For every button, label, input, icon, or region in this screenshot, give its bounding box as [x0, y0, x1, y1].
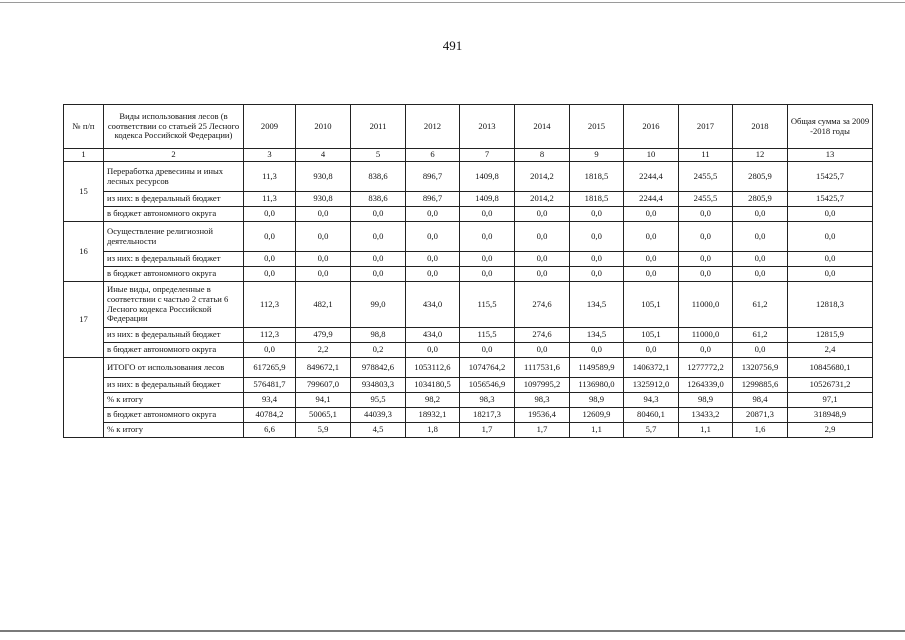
- value-cell: 2455,5: [679, 162, 733, 192]
- column-number: 10: [624, 149, 679, 162]
- column-number: 11: [679, 149, 733, 162]
- column-number: 9: [570, 149, 624, 162]
- value-cell: 0,0: [244, 267, 296, 282]
- total-cell: 0,0: [788, 222, 873, 252]
- total-cell: 97,1: [788, 393, 873, 408]
- value-cell: 61,2: [733, 328, 788, 343]
- value-cell: 6,6: [244, 423, 296, 438]
- table-row: [64, 207, 873, 222]
- value-cell: 0,0: [679, 222, 733, 252]
- header-type: Виды использования лесов (в соответствии со статьей 25 Лесного кодекса Российской Федерации): [104, 105, 244, 149]
- value-cell: 0,0: [624, 222, 679, 252]
- value-cell: 0,0: [515, 222, 570, 252]
- value-cell: 0,0: [351, 252, 406, 267]
- value-cell: 11,3: [244, 192, 296, 207]
- value-cell: 1320756,9: [733, 358, 788, 378]
- value-cell: 0,0: [515, 207, 570, 222]
- value-cell: 11,3: [244, 162, 296, 192]
- value-cell: 930,8: [296, 192, 351, 207]
- total-cell: 2,9: [788, 423, 873, 438]
- value-cell: 1277772,2: [679, 358, 733, 378]
- value-cell: 0,0: [296, 222, 351, 252]
- header-year: 2009: [244, 105, 296, 149]
- column-number: 1: [64, 149, 104, 162]
- value-cell: 2244,4: [624, 192, 679, 207]
- header-num: № п/п: [64, 105, 104, 149]
- value-cell: 930,8: [296, 162, 351, 192]
- header-year: 2014: [515, 105, 570, 149]
- value-cell: 1409,8: [460, 192, 515, 207]
- total-cell: 318948,9: [788, 408, 873, 423]
- value-cell: 0,0: [351, 207, 406, 222]
- value-cell: 98,3: [460, 393, 515, 408]
- value-cell: 617265,9: [244, 358, 296, 378]
- value-cell: 2805,9: [733, 192, 788, 207]
- value-cell: 0,0: [244, 222, 296, 252]
- value-cell: 274,6: [515, 282, 570, 328]
- table-row: [64, 252, 873, 267]
- value-cell: 0,0: [570, 252, 624, 267]
- column-number: 5: [351, 149, 406, 162]
- value-cell: 112,3: [244, 328, 296, 343]
- value-cell: 0,0: [244, 252, 296, 267]
- value-cell: 0,0: [460, 343, 515, 358]
- total-cell: 10526731,2: [788, 378, 873, 393]
- value-cell: 98,9: [570, 393, 624, 408]
- group-number: [64, 358, 104, 438]
- value-cell: 0,0: [733, 343, 788, 358]
- value-cell: 1136980,0: [570, 378, 624, 393]
- header-year: 2013: [460, 105, 515, 149]
- row-label: Иные виды, определенные в соответствии с частью 2 статьи 6 Лесного кодекса Российской Федерации: [104, 282, 244, 328]
- value-cell: 0,0: [679, 252, 733, 267]
- forest-revenue-table: [63, 104, 873, 438]
- column-number: 2: [104, 149, 244, 162]
- value-cell: 0,0: [460, 252, 515, 267]
- value-cell: 0,0: [244, 343, 296, 358]
- value-cell: 799607,0: [296, 378, 351, 393]
- value-cell: 2014,2: [515, 162, 570, 192]
- value-cell: 0,0: [733, 267, 788, 282]
- value-cell: 19536,4: [515, 408, 570, 423]
- value-cell: 1097995,2: [515, 378, 570, 393]
- value-cell: 0,0: [624, 252, 679, 267]
- column-number: 7: [460, 149, 515, 162]
- value-cell: 0,0: [570, 222, 624, 252]
- value-cell: 0,0: [679, 343, 733, 358]
- row-label: Осуществление религиозной деятельности: [104, 222, 244, 252]
- header-year: 2016: [624, 105, 679, 149]
- value-cell: 0,0: [570, 267, 624, 282]
- value-cell: 0,0: [733, 252, 788, 267]
- value-cell: 2,2: [296, 343, 351, 358]
- value-cell: 0,0: [624, 267, 679, 282]
- table-row: [64, 343, 873, 358]
- value-cell: 0,0: [733, 207, 788, 222]
- value-cell: 134,5: [570, 328, 624, 343]
- value-cell: 576481,7: [244, 378, 296, 393]
- table-row: [64, 192, 873, 207]
- value-cell: 1149589,9: [570, 358, 624, 378]
- value-cell: 0,0: [460, 267, 515, 282]
- value-cell: 2244,4: [624, 162, 679, 192]
- value-cell: 1264339,0: [679, 378, 733, 393]
- value-cell: 274,6: [515, 328, 570, 343]
- table-row: [64, 282, 873, 328]
- value-cell: 1325912,0: [624, 378, 679, 393]
- value-cell: 4,5: [351, 423, 406, 438]
- value-cell: 98,3: [515, 393, 570, 408]
- value-cell: 0,0: [460, 222, 515, 252]
- value-cell: 0,0: [733, 222, 788, 252]
- value-cell: 95,5: [351, 393, 406, 408]
- value-cell: 98,4: [733, 393, 788, 408]
- value-cell: 134,5: [570, 282, 624, 328]
- value-cell: 115,5: [460, 282, 515, 328]
- value-cell: 1406372,1: [624, 358, 679, 378]
- value-cell: 1,6: [733, 423, 788, 438]
- value-cell: 1053112,6: [406, 358, 460, 378]
- value-cell: 479,9: [296, 328, 351, 343]
- value-cell: 0,0: [244, 207, 296, 222]
- value-cell: 0,0: [515, 252, 570, 267]
- value-cell: 0,0: [406, 207, 460, 222]
- value-cell: 0,0: [570, 207, 624, 222]
- value-cell: 105,1: [624, 282, 679, 328]
- header-year: 2018: [733, 105, 788, 149]
- value-cell: 0,0: [460, 207, 515, 222]
- value-cell: 1,7: [460, 423, 515, 438]
- table-row: [64, 378, 873, 393]
- group-number: 17: [64, 282, 104, 358]
- page-number: 491: [442, 38, 463, 53]
- value-cell: 1,7: [515, 423, 570, 438]
- value-cell: 2014,2: [515, 192, 570, 207]
- total-cell: 2,4: [788, 343, 873, 358]
- row-label: в бюджет автономного округа: [104, 408, 244, 423]
- scan-edge-top: [0, 2, 905, 3]
- table-row: [64, 222, 873, 252]
- value-cell: 2455,5: [679, 192, 733, 207]
- column-number: 13: [788, 149, 873, 162]
- value-cell: 0,0: [351, 222, 406, 252]
- value-cell: 105,1: [624, 328, 679, 343]
- value-cell: 99,0: [351, 282, 406, 328]
- value-cell: 434,0: [406, 328, 460, 343]
- table-row: [64, 393, 873, 408]
- value-cell: 2805,9: [733, 162, 788, 192]
- value-cell: 482,1: [296, 282, 351, 328]
- group-number: 16: [64, 222, 104, 282]
- row-label: ИТОГО от использования лесов: [104, 358, 244, 378]
- value-cell: 80460,1: [624, 408, 679, 423]
- value-cell: 1409,8: [460, 162, 515, 192]
- value-cell: 13433,2: [679, 408, 733, 423]
- value-cell: 0,0: [624, 207, 679, 222]
- value-cell: 1,1: [679, 423, 733, 438]
- value-cell: 0,0: [624, 343, 679, 358]
- row-label: в бюджет автономного округа: [104, 343, 244, 358]
- total-cell: 0,0: [788, 267, 873, 282]
- total-cell: 12815,9: [788, 328, 873, 343]
- value-cell: 0,0: [679, 267, 733, 282]
- value-cell: 12609,9: [570, 408, 624, 423]
- table-row: [64, 162, 873, 192]
- value-cell: 0,0: [296, 267, 351, 282]
- row-label: из них: в федеральный бюджет: [104, 328, 244, 343]
- value-cell: 0,0: [679, 207, 733, 222]
- value-cell: 1,8: [406, 423, 460, 438]
- value-cell: 0,0: [515, 343, 570, 358]
- row-label: в бюджет автономного округа: [104, 267, 244, 282]
- row-label: % к итогу: [104, 393, 244, 408]
- value-cell: 0,0: [406, 343, 460, 358]
- column-number: 6: [406, 149, 460, 162]
- total-cell: 15425,7: [788, 192, 873, 207]
- value-cell: 98,9: [679, 393, 733, 408]
- value-cell: 896,7: [406, 192, 460, 207]
- header-year: 2010: [296, 105, 351, 149]
- value-cell: 40784,2: [244, 408, 296, 423]
- value-cell: 1818,5: [570, 162, 624, 192]
- table-row: [64, 267, 873, 282]
- total-cell: 0,0: [788, 252, 873, 267]
- value-cell: 0,0: [296, 252, 351, 267]
- value-cell: 0,0: [406, 252, 460, 267]
- row-label: Переработка древесины и иных лесных ресурсов: [104, 162, 244, 192]
- value-cell: 61,2: [733, 282, 788, 328]
- value-cell: 0,0: [406, 267, 460, 282]
- value-cell: 0,0: [406, 222, 460, 252]
- value-cell: 0,0: [296, 207, 351, 222]
- value-cell: 1299885,6: [733, 378, 788, 393]
- value-cell: 1074764,2: [460, 358, 515, 378]
- value-cell: 0,0: [515, 267, 570, 282]
- value-cell: 978842,6: [351, 358, 406, 378]
- header-year: 2011: [351, 105, 406, 149]
- value-cell: 18217,3: [460, 408, 515, 423]
- column-number-row: [64, 149, 873, 162]
- value-cell: 93,4: [244, 393, 296, 408]
- row-label: в бюджет автономного округа: [104, 207, 244, 222]
- row-label: из них: в федеральный бюджет: [104, 192, 244, 207]
- value-cell: 44039,3: [351, 408, 406, 423]
- total-cell: 10845680,1: [788, 358, 873, 378]
- value-cell: 1034180,5: [406, 378, 460, 393]
- value-cell: 1056546,9: [460, 378, 515, 393]
- row-label: % к итогу: [104, 423, 244, 438]
- total-cell: 15425,7: [788, 162, 873, 192]
- header-row: [64, 105, 873, 149]
- total-cell: 0,0: [788, 207, 873, 222]
- value-cell: 98,8: [351, 328, 406, 343]
- value-cell: 18932,1: [406, 408, 460, 423]
- value-cell: 94,1: [296, 393, 351, 408]
- row-label: из них: в федеральный бюджет: [104, 378, 244, 393]
- total-cell: 12818,3: [788, 282, 873, 328]
- value-cell: 11000,0: [679, 282, 733, 328]
- column-number: 4: [296, 149, 351, 162]
- column-number: 12: [733, 149, 788, 162]
- table-row: [64, 328, 873, 343]
- value-cell: 838,6: [351, 192, 406, 207]
- header-year: 2012: [406, 105, 460, 149]
- row-label: из них: в федеральный бюджет: [104, 252, 244, 267]
- value-cell: 1,1: [570, 423, 624, 438]
- table-row: [64, 408, 873, 423]
- value-cell: 50065,1: [296, 408, 351, 423]
- value-cell: 849672,1: [296, 358, 351, 378]
- value-cell: 838,6: [351, 162, 406, 192]
- value-cell: 0,2: [351, 343, 406, 358]
- value-cell: 11000,0: [679, 328, 733, 343]
- header-year: 2015: [570, 105, 624, 149]
- value-cell: 5,9: [296, 423, 351, 438]
- value-cell: 98,2: [406, 393, 460, 408]
- value-cell: 115,5: [460, 328, 515, 343]
- table-row: [64, 423, 873, 438]
- value-cell: 1117531,6: [515, 358, 570, 378]
- value-cell: 5,7: [624, 423, 679, 438]
- value-cell: 934803,3: [351, 378, 406, 393]
- header-total: Общая сумма за 2009 -2018 годы: [788, 105, 873, 149]
- value-cell: 94,3: [624, 393, 679, 408]
- group-number: 15: [64, 162, 104, 222]
- scan-edge-bottom: [0, 630, 905, 632]
- value-cell: 112,3: [244, 282, 296, 328]
- value-cell: 434,0: [406, 282, 460, 328]
- column-number: 8: [515, 149, 570, 162]
- value-cell: 1818,5: [570, 192, 624, 207]
- column-number: 3: [244, 149, 296, 162]
- table-body: [64, 162, 873, 438]
- header-year: 2017: [679, 105, 733, 149]
- value-cell: 0,0: [570, 343, 624, 358]
- table-row: [64, 358, 873, 378]
- value-cell: 896,7: [406, 162, 460, 192]
- value-cell: 20871,3: [733, 408, 788, 423]
- value-cell: 0,0: [351, 267, 406, 282]
